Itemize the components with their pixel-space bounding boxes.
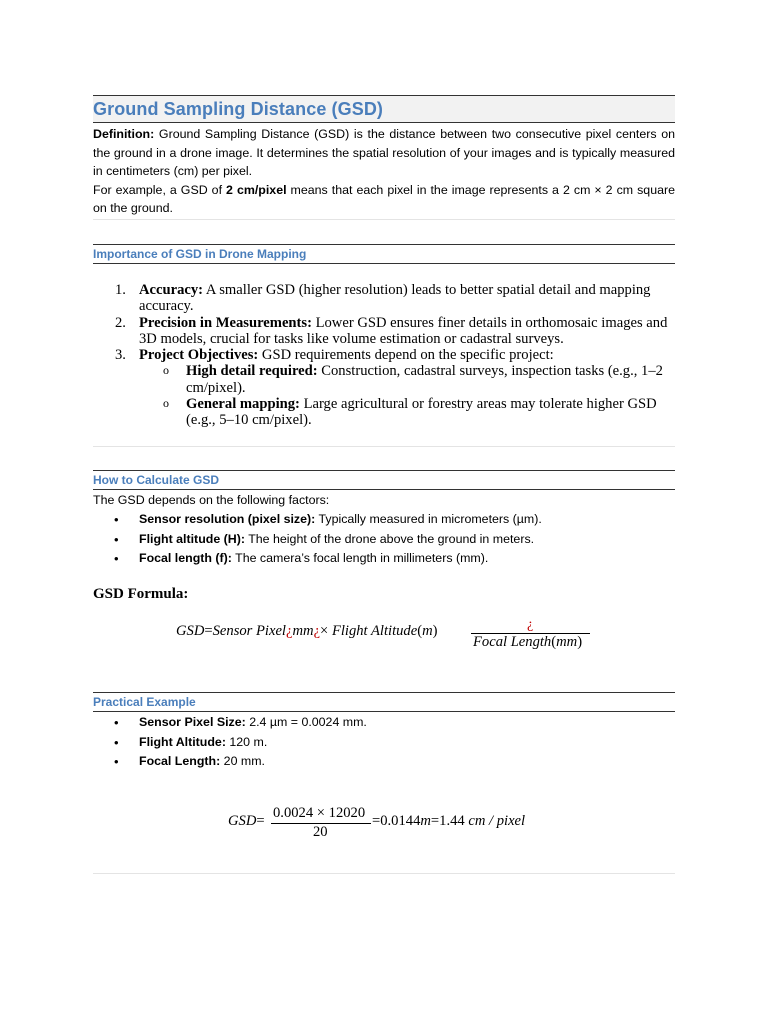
section-heading-calculate: How to Calculate GSD xyxy=(93,470,675,490)
formula-heading: GSD Formula: xyxy=(93,586,189,602)
formula-paren: ) xyxy=(432,623,438,639)
definition-block xyxy=(93,125,675,218)
formula-denominator xyxy=(473,634,582,651)
list-item-label: Sensor resolution (pixel size): xyxy=(139,512,316,526)
formula-odd-char: ¿ xyxy=(285,623,293,639)
list-item-text: The camera’s focal length in millimeters (mm). xyxy=(231,551,489,566)
example-list xyxy=(93,713,675,772)
list-item xyxy=(93,530,675,550)
formula-equals: = xyxy=(204,623,213,639)
section-heading-importance: Importance of GSD in Drone Mapping xyxy=(93,244,675,264)
list-item-label: Flight altitude (H): xyxy=(139,531,245,546)
bullet: • xyxy=(114,551,119,567)
formula-main-line xyxy=(176,623,438,640)
formula-lhs: GSD xyxy=(176,623,205,639)
section-heading-example: Practical Example xyxy=(93,692,675,712)
formula-paren: ( xyxy=(551,634,557,650)
list-item xyxy=(93,713,675,733)
sub-bullet: o xyxy=(163,396,169,411)
definition-label: Definition: xyxy=(93,127,155,141)
example-formula-equals: = xyxy=(430,813,440,829)
sub-bullet: o xyxy=(163,363,169,378)
divider xyxy=(93,873,675,874)
example-formula-unit-m: m xyxy=(420,813,431,829)
list-item-label: Project Objectives: xyxy=(139,347,259,364)
list-item-label: Focal Length: xyxy=(139,754,221,769)
example-formula-value1: 0.0144 xyxy=(380,813,421,829)
list-item xyxy=(93,315,675,348)
list-item-label: Flight Altitude: xyxy=(139,734,226,749)
list-item xyxy=(93,549,675,569)
factor-list xyxy=(93,510,675,569)
list-item-text: The height of the drone above the ground in meters. xyxy=(245,531,535,546)
formula-paren: ) xyxy=(577,634,583,650)
list-item-label: Accuracy: xyxy=(139,282,204,298)
bullet: • xyxy=(114,754,119,770)
formula-odd-char: ¿ xyxy=(313,623,321,639)
example-formula-value2: 1.44 xyxy=(439,813,465,829)
list-item-text: 2.4 µm = 0.0024 mm. xyxy=(245,715,367,729)
list-item-text: A smaller GSD (higher resolution) leads to better spatial detail and mapping accuracy. xyxy=(139,282,651,315)
list-item-text: 20 mm. xyxy=(220,754,265,769)
list-number: 3. xyxy=(115,347,126,364)
sub-list-item xyxy=(93,363,675,396)
definition-paragraph xyxy=(93,125,675,181)
formula-unit3: mm xyxy=(556,634,578,650)
example-formula-unit-final: cm / pixel xyxy=(468,813,526,829)
list-item xyxy=(93,510,675,530)
bullet: • xyxy=(114,531,119,547)
example-bold: 2 cm/pixel xyxy=(226,182,287,197)
example-formula-lhs: GSD xyxy=(228,813,257,829)
example-lhs xyxy=(228,813,265,830)
title-bar xyxy=(93,95,675,123)
list-number: 2. xyxy=(115,314,126,331)
divider xyxy=(93,219,675,220)
list-item-text: Lower GSD ensures finer details in orthomosaic images and 3D models, crucial for tasks like volume estimation or cadastral surveys. xyxy=(139,314,668,347)
divider xyxy=(93,446,675,447)
sub-item-label: General mapping: xyxy=(186,396,300,413)
bullet: • xyxy=(114,715,119,730)
sub-item-text: Large agricultural or forestry areas may tolerate higher GSD (e.g., 5–10 cm/pixel). xyxy=(186,396,657,429)
page-title: Ground Sampling Distance (GSD) xyxy=(93,99,384,119)
example-denominator: 20 xyxy=(313,824,328,840)
formula-unit2: m xyxy=(422,623,433,639)
formula-paren: ( xyxy=(417,623,423,639)
formula-term1: Sensor Pixel xyxy=(212,623,286,639)
formula-denominator-text: Focal Length xyxy=(473,634,552,650)
list-item-label: Precision in Measurements: xyxy=(139,314,312,331)
list-item-text: 120 m. xyxy=(225,734,268,749)
importance-list xyxy=(93,282,675,429)
list-item xyxy=(93,282,675,315)
list-item-text: GSD requirements depend on the specific project: xyxy=(258,347,554,364)
list-number: 1. xyxy=(115,282,126,298)
list-item xyxy=(93,733,675,753)
formula-times: × xyxy=(320,623,329,639)
list-item-text: Typically measured in micrometers (µm). xyxy=(315,512,542,526)
sub-list-item xyxy=(93,396,675,429)
definition-text: Ground Sampling Distance (GSD) is the distance between two consecutive pixel centers on the ground in a drone image. It determines the spatial resolution of your images and is typically measured in centimeters (cm) per pixel. xyxy=(93,127,675,178)
list-item-label: Focal length (f): xyxy=(139,551,232,566)
example-suffix: means that each pixel in the image represents a 2 cm × 2 cm square on the ground. xyxy=(93,182,675,215)
list-item xyxy=(93,752,675,772)
formula-term2: Flight Altitude xyxy=(331,623,418,639)
example-result xyxy=(372,813,525,830)
bullet: • xyxy=(114,512,119,527)
sub-item-label: High detail required: xyxy=(186,363,318,380)
example-numerator: 0.0024 × 12020 xyxy=(273,805,366,821)
list-item xyxy=(93,347,675,363)
list-item-label: Sensor Pixel Size: xyxy=(139,715,246,729)
sub-item-text: Construction, cadastral surveys, inspection tasks (e.g., 1–2 cm/pixel). xyxy=(186,363,663,396)
bullet: • xyxy=(114,734,119,750)
formula-numerator: ¿ xyxy=(527,617,534,632)
example-formula-equals: = xyxy=(256,813,265,829)
formula-unit1: mm xyxy=(292,623,314,639)
example-formula-equals: = xyxy=(372,813,381,829)
example-prefix: For example, a GSD of xyxy=(93,182,227,197)
calculate-intro: The GSD depends on the following factors: xyxy=(93,493,330,507)
example-paragraph xyxy=(93,181,675,218)
